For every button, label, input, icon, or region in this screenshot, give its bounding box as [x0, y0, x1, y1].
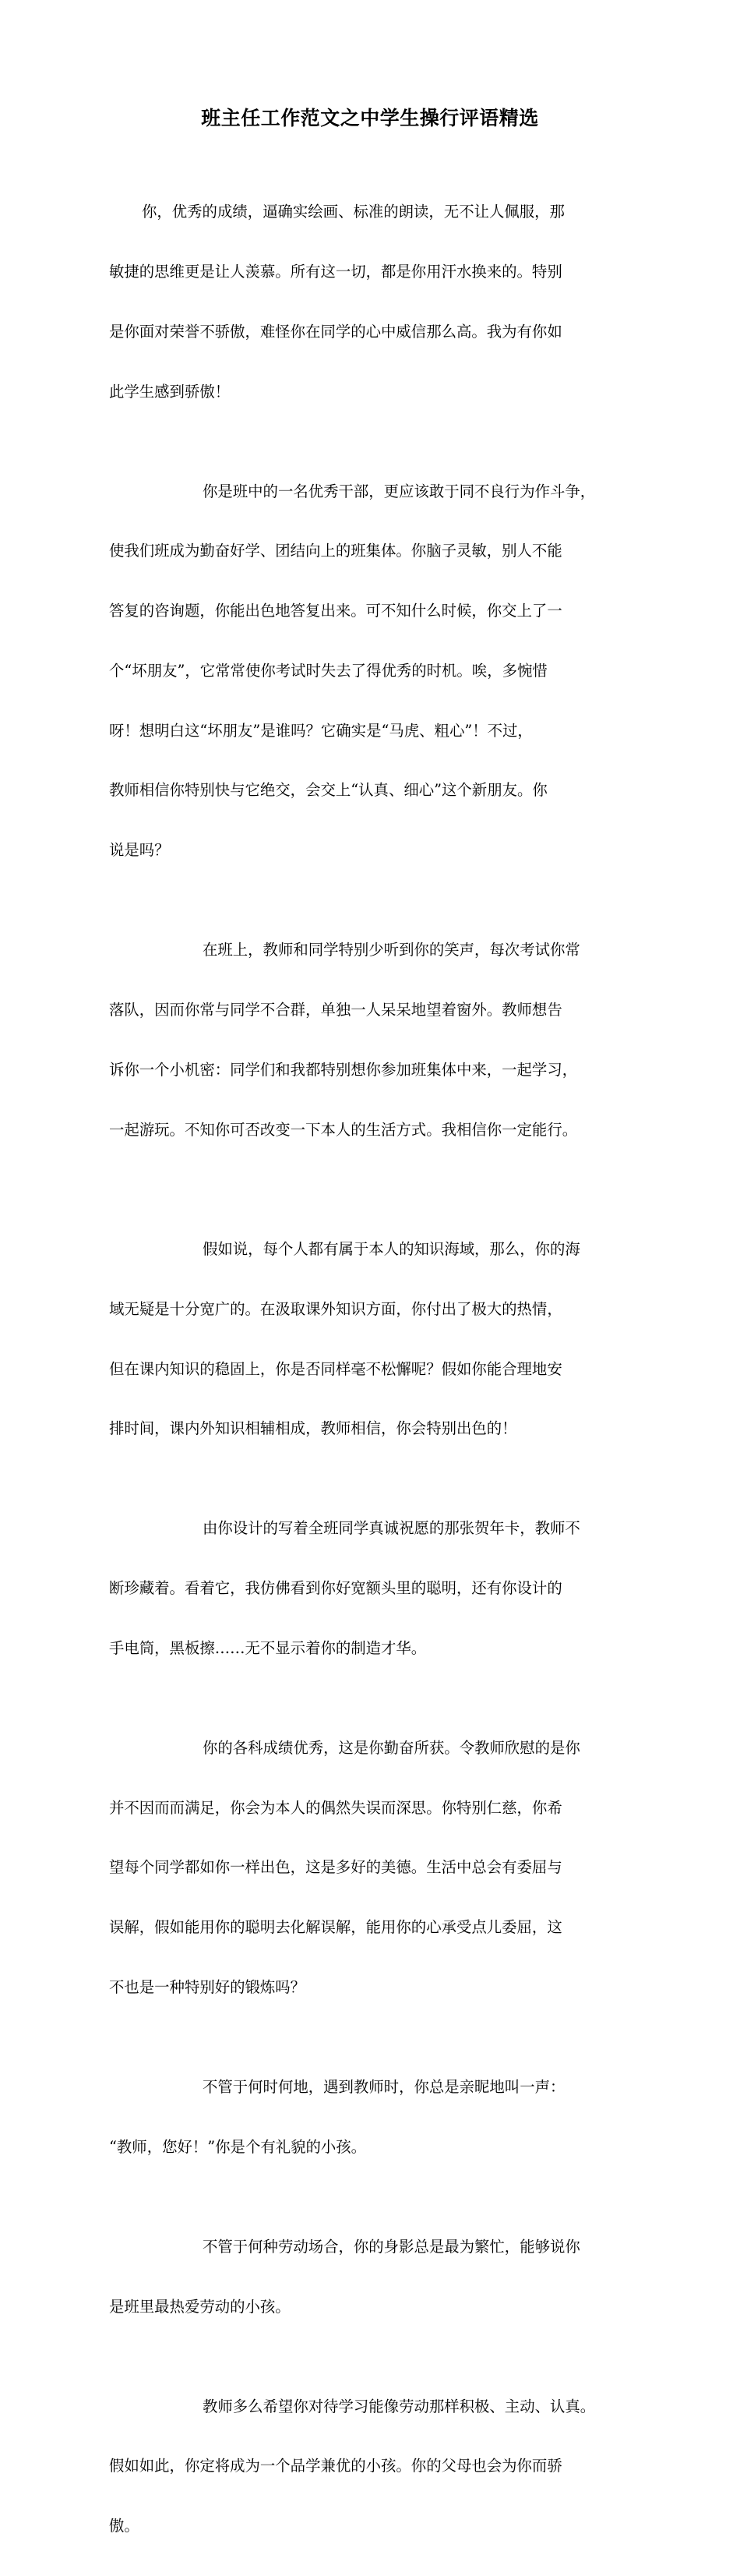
paragraph-line: 此学生感到骄傲！ [109, 382, 231, 401]
paragraph-5 [109, 1479, 647, 1698]
paragraph-line: 使我们班成为勤奋好学、团结向上的班集体。你脑子灵敏，别人不能 [109, 542, 562, 560]
paragraph-line: 你的各科成绩优秀，这是你勤奋所获。令教师欣慰的是你 [203, 1738, 580, 1757]
paragraph-line: 教师相信你特别快与它绝交，会交上“认真、细心”这个新朋友。你 [109, 781, 548, 800]
paragraph-line: 你，优秀的成绩，逼确实绘画、标准的朗读，无不让人佩服，那 [142, 203, 565, 221]
paragraph-line: 排时间，课内外知识相辅相成，教师相信，你会特别出色的！ [109, 1419, 517, 1438]
paragraph-line: 假如如此，你定将成为一个品学兼优的小孩。你的父母也会为你而骄 [109, 2457, 562, 2475]
document-body [109, 162, 647, 2576]
paragraph-line: 断珍藏着。看着它，我仿佛看到你好宽额头里的聪明，还有你设计的 [109, 1579, 562, 1598]
paragraph-line: 个“坏朋友”，它常常使你考试时失去了得优秀的时机。唉，多惋惜 [109, 661, 548, 680]
paragraph-6 [109, 1698, 647, 2037]
paragraph-line: 误解，假如能用你的聪明去化解误解，能用你的心承受点儿委屈，这 [109, 1918, 562, 1937]
paragraph-3 [109, 900, 647, 1179]
paragraph-line: 答复的咨询题，你能出色地答复出来。可不知什么时候，你交上了一 [109, 602, 562, 620]
paragraph-line: 你是班中的一名优秀干部，更应该敢于同不良行为作斗争， [203, 482, 596, 500]
paragraph-line: 一起游玩。不知你可否改变一下本人的生活方式。我相信你一定能行。 [109, 1120, 578, 1139]
paragraph-line: 是班里最热爱劳动的小孩。 [109, 2297, 291, 2316]
paragraph-line: 教师多么希望你对待学习能像劳动那样积极、主动、认真。 [203, 2397, 596, 2415]
paragraph-1 [109, 162, 647, 441]
paragraph-line: 落队，因而你常与同学不合群，单独一人呆呆地望着窗外。教师想告 [109, 1000, 562, 1019]
paragraph-9 [109, 2356, 647, 2576]
blank-line [109, 1179, 647, 1200]
paragraph-line: 不管于何种劳动场合，你的身影总是最为繁忙，能够说你 [203, 2237, 580, 2256]
paragraph-line: 敏捷的思维更是让人羡慕。所有这一切，都是你用汗水换来的。特别 [109, 262, 562, 281]
document-title: 班主任工作范文之中学生操行评语精选 [201, 107, 539, 129]
paragraph-line: 由你设计的写着全班同学真诚祝愿的那张贺年卡，教师不 [203, 1519, 580, 1538]
paragraph-line: 域无疑是十分宽广的。在汲取课外知识方面，你付出了极大的热情， [109, 1299, 562, 1318]
paragraph-7 [109, 2037, 647, 2197]
paragraph-line: 不管于何时何地，遇到教师时，你总是亲昵地叫一声： [203, 2078, 566, 2096]
paragraph-line: 诉你一个小机密：同学们和我都特别想你参加班集体中来，一起学习， [109, 1060, 578, 1079]
paragraph-line: 呀！想明白这“坏朋友”是谁吗？它确实是“马虎、粗心”！不过， [109, 721, 533, 740]
paragraph-line: 但在课内知识的稳固上，你是否同样毫不松懈呢？假如你能合理地安 [109, 1359, 562, 1378]
paragraph-line: 说是吗？ [109, 841, 170, 860]
paragraph-line: 望每个同学都如你一样出色，这是多好的美德。生活中总会有委屈与 [109, 1858, 562, 1877]
paragraph-line: 假如说，每个人都有属于本人的知识海域，那么，你的海 [203, 1240, 580, 1259]
paragraph-line: 是你面对荣誉不骄傲，难怪你在同学的心中威信那么高。我为有你如 [109, 322, 562, 341]
paragraph-line: 并不因而而满足，你会为本人的偶然失误而深思。你特别仁慈，你希 [109, 1798, 562, 1817]
paragraph-line: 傲。 [109, 2517, 139, 2535]
paragraph-line: 在班上，教师和同学特别少听到你的笑声，每次考试你常 [203, 941, 580, 959]
paragraph-line: 不也是一种特别好的锻炼吗？ [109, 1978, 306, 1997]
paragraph-line: 手电筒，黑板擦……无不显示着你的制造才华。 [109, 1638, 427, 1657]
paragraph-2 [109, 441, 647, 900]
paragraph-8 [109, 2197, 647, 2357]
paragraph-line: “教师，您好！”你是个有礼貌的小孩。 [109, 2137, 367, 2156]
paragraph-4 [109, 1200, 647, 1479]
